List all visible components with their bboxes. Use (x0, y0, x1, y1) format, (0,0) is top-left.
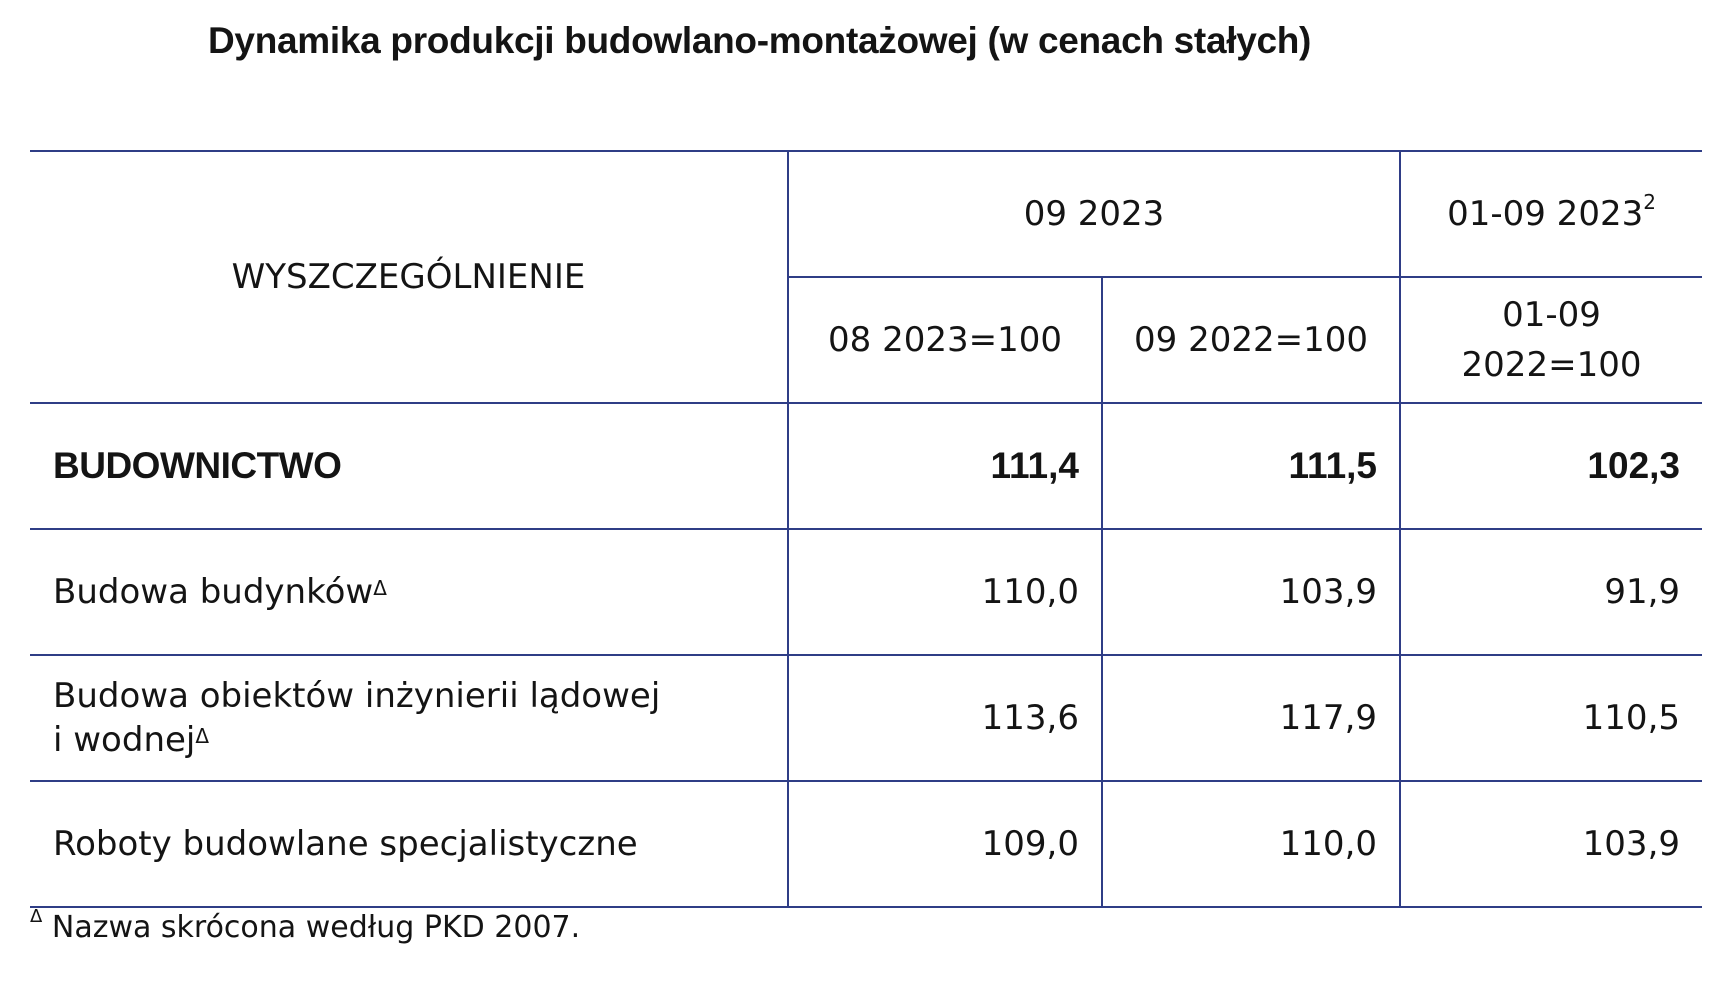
table-cell: 111,5 (1102, 403, 1400, 529)
row-label: Roboty budowlane specjalistyczne (30, 781, 788, 907)
table-cell: 110,0 (1102, 781, 1400, 907)
data-table (30, 150, 1702, 908)
table-cell: 117,9 (1102, 655, 1400, 781)
table-row (30, 529, 1702, 655)
table-cell: 113,6 (788, 655, 1102, 781)
column-subheader: 08 2023=100 (788, 277, 1102, 403)
table-cell: 91,9 (1400, 529, 1702, 655)
table-cell: 102,3 (1400, 403, 1702, 529)
footnote-mark: Δ (30, 906, 43, 927)
row-label: Budowa budynków$^\Delta$ (30, 529, 788, 655)
table-row (30, 403, 1702, 529)
table-row (30, 655, 1702, 781)
footnote-mark: Δ (195, 724, 210, 748)
table-row (30, 781, 1702, 907)
row-label: BUDOWNICTWO (30, 403, 788, 529)
header-row (30, 151, 1702, 277)
column-subheader: 09 2022=100 (1102, 277, 1400, 403)
row-label: Budowa obiektów inżynierii lądowej i wodnej$^\Delta$ (30, 655, 788, 781)
table-cell: 110,0 (788, 529, 1102, 655)
column-header-label: WYSZCZEGÓLNIENIE (30, 151, 788, 403)
table-cell: 103,9 (1400, 781, 1702, 907)
table-cell: 111,4 (788, 403, 1102, 529)
column-subheader: 01-09 2022=100 (1400, 277, 1702, 403)
column-group-header-cumulative: 01-09 2023$^2$ (1400, 151, 1702, 277)
column-group-header: 09 2023 (788, 151, 1400, 277)
footnote: $^\Delta$ Nazwa skrócona według PKD 2007. (30, 906, 581, 945)
table-cell: 110,5 (1400, 655, 1702, 781)
table-cell: 109,0 (788, 781, 1102, 907)
footnote-mark: Δ (373, 576, 387, 600)
page-title: Dynamika produkcji budowlano-montażowej (w cenach stałych) (208, 20, 1312, 61)
table-cell: 103,9 (1102, 529, 1400, 655)
